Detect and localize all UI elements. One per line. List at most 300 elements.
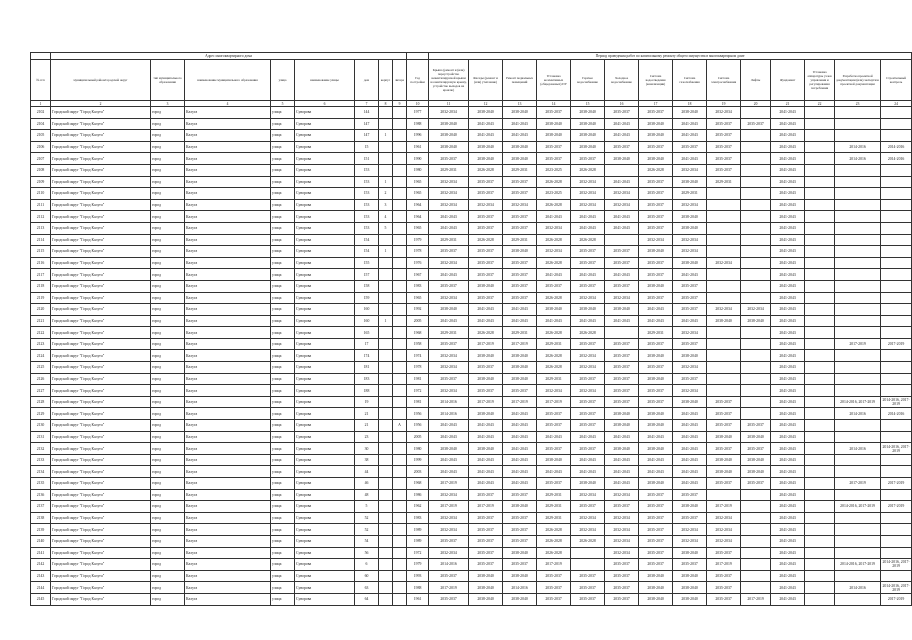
table-cell: Калуга xyxy=(185,559,271,571)
table-cell: 2041-2043 xyxy=(673,431,707,443)
table-cell: Суворова xyxy=(295,524,355,536)
table-cell: Городской округ "Город Калуга" xyxy=(51,130,151,142)
table-cell xyxy=(805,559,835,571)
table-cell: 56 xyxy=(355,547,379,559)
table-cell xyxy=(393,512,407,524)
table-cell xyxy=(805,130,835,142)
table-cell: 60 xyxy=(355,570,379,582)
table-cell xyxy=(835,454,881,466)
table-cell: Городской округ "Город Калуга" xyxy=(51,489,151,501)
table-cell: Калуга xyxy=(185,547,271,559)
table-cell: Калуга xyxy=(185,315,271,327)
table-cell xyxy=(741,512,771,524)
table-cell: 2026-2028 xyxy=(469,234,503,246)
table-cell: 2041-2043 xyxy=(605,222,639,234)
table-cell: 2014-2016 xyxy=(835,141,881,153)
table-cell xyxy=(805,107,835,119)
table-cell: Городской округ "Город Калуга" xyxy=(51,246,151,258)
table-cell xyxy=(393,269,407,281)
table-cell: 1979 xyxy=(407,559,429,571)
table-cell: 2038-2040 xyxy=(537,304,571,316)
table-cell xyxy=(805,211,835,223)
table-cell: 2041-2043 xyxy=(537,315,571,327)
table-cell: 2035-2037 xyxy=(605,141,639,153)
table-cell: 2041-2043 xyxy=(771,547,805,559)
group-address: Адрес многоквартирного дома xyxy=(51,53,407,60)
table-row xyxy=(31,443,912,455)
table-cell: город xyxy=(151,420,185,432)
table-cell: 2026-2028 xyxy=(469,327,503,339)
table-cell xyxy=(393,304,407,316)
table-cell xyxy=(741,246,771,258)
table-cell xyxy=(393,535,407,547)
table-cell xyxy=(805,153,835,165)
table-cell xyxy=(707,385,741,397)
table-cell xyxy=(379,512,393,524)
table-cell: 2041-2043 xyxy=(673,130,707,142)
table-cell xyxy=(741,559,771,571)
table-cell xyxy=(835,512,881,524)
table-cell xyxy=(835,431,881,443)
table-row xyxy=(31,141,912,153)
table-cell: 2017-2019 xyxy=(429,582,469,594)
table-cell xyxy=(881,257,912,269)
table-cell: 5 xyxy=(379,222,393,234)
table-cell xyxy=(379,593,393,605)
table-cell: улица xyxy=(271,535,295,547)
table-cell xyxy=(835,350,881,362)
table-cell: Калуга xyxy=(185,141,271,153)
table-cell: Городской округ "Город Калуга" xyxy=(51,304,151,316)
table-cell xyxy=(393,246,407,258)
table-cell: 2041-2043 xyxy=(503,130,537,142)
table-cell: 2032-2034 xyxy=(429,547,469,559)
table-cell: Калуга xyxy=(185,188,271,200)
table-cell: улица xyxy=(271,234,295,246)
table-cell: 2035-2037 xyxy=(503,257,537,269)
table-cell xyxy=(805,373,835,385)
table-cell: 2038-2040 xyxy=(469,280,503,292)
table-cell: 2035-2037 xyxy=(469,257,503,269)
table-cell xyxy=(881,454,912,466)
table-cell xyxy=(707,373,741,385)
table-cell: 2035-2037 xyxy=(469,292,503,304)
table-cell xyxy=(805,489,835,501)
table-cell xyxy=(741,547,771,559)
table-cell: Суворова xyxy=(295,385,355,397)
table-cell: улица xyxy=(271,199,295,211)
table-cell: Городской округ "Город Калуга" xyxy=(51,454,151,466)
table-cell: 2041-2043 xyxy=(469,304,503,316)
table-cell: 2038-2040 xyxy=(605,443,639,455)
table-cell: 2041-2043 xyxy=(639,431,673,443)
table-cell xyxy=(881,512,912,524)
table-cell: 154 xyxy=(355,234,379,246)
table-cell: 153 xyxy=(355,222,379,234)
table-cell: 2038-2040 xyxy=(503,593,537,605)
column-number: 10 xyxy=(407,101,429,107)
table-cell: 1958 xyxy=(407,338,429,350)
table-cell: 2038-2040 xyxy=(639,593,673,605)
column-number: 2 xyxy=(51,101,151,107)
table-cell: Суворова xyxy=(295,234,355,246)
table-cell: 2038-2040 xyxy=(639,582,673,594)
table-cell: 2032-2034 xyxy=(429,350,469,362)
table-cell: 2104 xyxy=(31,118,51,130)
table-cell: 2120 xyxy=(31,304,51,316)
table-cell: 2035-2037 xyxy=(639,547,673,559)
column-number: 15 xyxy=(571,101,605,107)
table-cell: улица xyxy=(271,373,295,385)
table-cell: 2041-2043 xyxy=(571,315,605,327)
table-cell xyxy=(605,164,639,176)
table-cell xyxy=(393,280,407,292)
table-cell: 2041-2043 xyxy=(771,454,805,466)
table-cell: Калуга xyxy=(185,246,271,258)
table-cell: 2041-2043 xyxy=(469,130,503,142)
table-cell: город xyxy=(151,385,185,397)
table-cell xyxy=(741,524,771,536)
table-cell: 2041-2043 xyxy=(771,408,805,420)
table-cell xyxy=(835,362,881,374)
table-cell: 2129 xyxy=(31,408,51,420)
table-cell: 2032-2034 xyxy=(571,188,605,200)
table-cell: город xyxy=(151,176,185,188)
table-cell: 2038-2040 xyxy=(673,547,707,559)
table-cell xyxy=(393,478,407,490)
column-number: 6 xyxy=(295,101,355,107)
table-cell: город xyxy=(151,246,185,258)
table-cell xyxy=(379,385,393,397)
table-cell: 2032-2034 xyxy=(673,385,707,397)
table-cell: 2115 xyxy=(31,246,51,258)
table-cell: Суворова xyxy=(295,443,355,455)
table-row xyxy=(31,269,912,281)
table-cell: 2041-2043 xyxy=(503,118,537,130)
table-row xyxy=(31,315,912,327)
table-cell: улица xyxy=(271,246,295,258)
table-cell: 2032-2034 xyxy=(571,385,605,397)
table-cell: 2035-2037 xyxy=(741,118,771,130)
table-cell: 2032-2034 xyxy=(707,512,741,524)
table-cell: 2038-2040 xyxy=(673,501,707,513)
table-cell: 2141 xyxy=(31,547,51,559)
table-cell xyxy=(741,188,771,200)
table-row xyxy=(31,234,912,246)
table-cell: 2035-2037 xyxy=(537,582,571,594)
table-cell: 2137 xyxy=(31,501,51,513)
table-cell: 2041-2043 xyxy=(639,454,673,466)
table-cell: Городской округ "Город Калуга" xyxy=(51,373,151,385)
table-cell: 2041-2043 xyxy=(771,141,805,153)
table-cell: 2102 xyxy=(31,107,51,119)
table-cell: 2026-2028 xyxy=(537,292,571,304)
table-cell xyxy=(393,385,407,397)
table-cell: Городской округ "Город Калуга" xyxy=(51,501,151,513)
table-cell xyxy=(805,188,835,200)
table-cell xyxy=(393,118,407,130)
table-cell: 2035-2037 xyxy=(503,512,537,524)
table-cell: 2035-2037 xyxy=(503,385,537,397)
table-cell: 2035-2037 xyxy=(605,257,639,269)
column-number: 24 xyxy=(881,101,912,107)
table-cell xyxy=(379,107,393,119)
table-cell: 2014-2016 xyxy=(881,408,912,420)
table-cell: 188 xyxy=(355,385,379,397)
table-cell xyxy=(379,535,393,547)
table-cell: 2035-2037 xyxy=(639,385,673,397)
column-header: Строительный контроль xyxy=(881,60,912,101)
table-cell: 2035-2037 xyxy=(429,593,469,605)
table-cell: 2032-2034 xyxy=(429,292,469,304)
table-cell xyxy=(741,211,771,223)
table-cell xyxy=(707,246,741,258)
column-number: 13 xyxy=(503,101,537,107)
table-cell: 2014-2016, 2017-2019 xyxy=(882,444,910,453)
table-cell: улица xyxy=(271,269,295,281)
table-cell: 2038-2040 xyxy=(639,130,673,142)
table-cell xyxy=(379,269,393,281)
table-cell: 2038-2040 xyxy=(639,570,673,582)
table-cell: 2032-2034 xyxy=(673,246,707,258)
table-cell xyxy=(393,153,407,165)
table-cell: 2041-2043 xyxy=(469,431,503,443)
table-cell: 1990 xyxy=(407,153,429,165)
table-cell: 2029-2031 xyxy=(707,176,741,188)
table-cell: 2035-2037 xyxy=(639,257,673,269)
table-cell: 2140 xyxy=(31,535,51,547)
table-cell: 2035-2037 xyxy=(605,385,639,397)
table-row xyxy=(31,350,912,362)
table-cell: 2035-2037 xyxy=(503,176,537,188)
table-cell: 2041-2043 xyxy=(429,222,469,234)
table-cell: 2041-2043 xyxy=(537,211,571,223)
table-cell: 2035-2037 xyxy=(639,489,673,501)
table-row xyxy=(31,176,912,188)
table-cell: Калуга xyxy=(185,304,271,316)
table-cell xyxy=(393,466,407,478)
table-cell: Калуга xyxy=(185,408,271,420)
table-cell: 2035-2037 xyxy=(503,489,537,501)
table-cell: 2 xyxy=(379,188,393,200)
table-cell: 2041-2043 xyxy=(673,478,707,490)
table-cell: 153 xyxy=(355,199,379,211)
table-cell: 1977 xyxy=(407,107,429,119)
table-cell: 2035-2037 xyxy=(503,222,537,234)
table-cell: 2041-2043 xyxy=(571,269,605,281)
table-cell xyxy=(393,559,407,571)
table-cell: Калуга xyxy=(185,280,271,292)
table-cell: 2014-2016 xyxy=(881,141,912,153)
table-cell: 2032-2034 xyxy=(571,524,605,536)
table-cell: Городской округ "Город Калуга" xyxy=(51,153,151,165)
table-cell: 2032-2034 xyxy=(537,246,571,258)
table-cell: улица xyxy=(271,130,295,142)
table-cell: Суворова xyxy=(295,582,355,594)
table-cell: 2038-2040 xyxy=(503,547,537,559)
table-cell: 2144 xyxy=(31,582,51,594)
table-cell xyxy=(805,478,835,490)
table-cell: 2041-2043 xyxy=(771,211,805,223)
table-cell: 2038-2040 xyxy=(469,373,503,385)
table-row xyxy=(31,547,912,559)
table-cell: 2041-2043 xyxy=(571,431,605,443)
table-row xyxy=(31,454,912,466)
table-cell: 2038-2040 xyxy=(503,153,537,165)
table-cell: 2038-2040 xyxy=(605,420,639,432)
table-cell: 2029-2031 xyxy=(429,164,469,176)
table-cell: Городской округ "Город Калуга" xyxy=(51,234,151,246)
table-cell: 2038-2040 xyxy=(673,107,707,119)
table-cell: улица xyxy=(271,547,295,559)
table-cell: 2118 xyxy=(31,280,51,292)
table-cell: 147 xyxy=(355,118,379,130)
table-cell: 1980 xyxy=(407,164,429,176)
table-cell: 2035-2037 xyxy=(429,535,469,547)
table-cell: 2111 xyxy=(31,199,51,211)
table-cell: 2035-2037 xyxy=(503,211,537,223)
table-cell xyxy=(379,373,393,385)
table-row xyxy=(31,385,912,397)
table-cell xyxy=(707,222,741,234)
table-row xyxy=(31,222,912,234)
table-row xyxy=(31,246,912,258)
table-cell xyxy=(741,362,771,374)
table-cell: Суворова xyxy=(295,327,355,339)
table-cell: 2041-2043 xyxy=(673,153,707,165)
table-cell: 2041-2043 xyxy=(639,466,673,478)
table-row xyxy=(31,280,912,292)
table-cell: Суворова xyxy=(295,350,355,362)
table-cell: Калуга xyxy=(185,153,271,165)
table-cell: Суворова xyxy=(295,512,355,524)
table-cell xyxy=(393,315,407,327)
table-cell: Суворова xyxy=(295,315,355,327)
table-cell: улица xyxy=(271,385,295,397)
table-cell: 2038-2040 xyxy=(707,454,741,466)
column-number: 3 xyxy=(151,101,185,107)
table-cell: 2026-2028 xyxy=(537,362,571,374)
table-cell: 1999 xyxy=(407,454,429,466)
table-cell: 1968 xyxy=(407,327,429,339)
table-cell: 2041-2043 xyxy=(429,211,469,223)
table-cell: 2029-2031 xyxy=(673,188,707,200)
table-cell: 2041-2043 xyxy=(673,420,707,432)
table-cell: 1979 xyxy=(407,234,429,246)
table-cell: 2035-2037 xyxy=(571,420,605,432)
table-cell: 2035-2037 xyxy=(469,559,503,571)
table-cell xyxy=(707,292,741,304)
table-cell xyxy=(835,130,881,142)
table-cell: город xyxy=(151,118,185,130)
table-cell: 1974 xyxy=(407,350,429,362)
table-cell: Городской округ "Город Калуга" xyxy=(51,535,151,547)
table-cell: 2035-2037 xyxy=(469,512,503,524)
table-cell: 1961 xyxy=(407,141,429,153)
table-cell: 2038-2040 xyxy=(537,454,571,466)
table-cell xyxy=(805,443,835,455)
table-cell xyxy=(741,570,771,582)
group-spacer xyxy=(407,53,429,60)
table-cell: Городской округ "Город Калуга" xyxy=(51,408,151,420)
table-cell: 2035-2037 xyxy=(469,188,503,200)
table-cell: 2038-2040 xyxy=(741,431,771,443)
table-cell: 2029-2031 xyxy=(503,234,537,246)
table-cell: Суворова xyxy=(295,420,355,432)
table-cell xyxy=(707,280,741,292)
table-cell xyxy=(707,199,741,211)
table-cell: 2041-2043 xyxy=(771,570,805,582)
table-cell: 1972 xyxy=(407,547,429,559)
table-cell: 2035-2037 xyxy=(707,396,741,408)
table-cell: улица xyxy=(271,257,295,269)
table-cell xyxy=(741,141,771,153)
table-cell: 2035-2037 xyxy=(537,141,571,153)
column-number: 5 xyxy=(271,101,295,107)
table-cell: улица xyxy=(271,338,295,350)
table-cell: 2035-2037 xyxy=(639,141,673,153)
table-cell: 2041-2043 xyxy=(673,408,707,420)
table-cell: Калуга xyxy=(185,269,271,281)
table-cell: 2035-2037 xyxy=(605,107,639,119)
table-cell: 183 xyxy=(355,373,379,385)
table-cell: 1993 xyxy=(407,570,429,582)
table-cell: 2032-2034 xyxy=(673,164,707,176)
table-cell: 2131 xyxy=(31,431,51,443)
table-cell xyxy=(805,408,835,420)
table-cell: 2041-2043 xyxy=(771,396,805,408)
table-cell: 2029-2031 xyxy=(537,373,571,385)
table-cell: 2032-2034 xyxy=(429,188,469,200)
table-cell xyxy=(881,176,912,188)
table-cell: Суворова xyxy=(295,362,355,374)
table-cell: 2041-2043 xyxy=(771,107,805,119)
table-cell: 2035-2037 xyxy=(571,246,605,258)
table-cell: 2035-2037 xyxy=(469,362,503,374)
table-cell xyxy=(741,385,771,397)
table-cell: 2041-2043 xyxy=(503,420,537,432)
table-cell: 2038-2040 xyxy=(503,107,537,119)
table-row xyxy=(31,304,912,316)
table-cell: 2014-2016, 2017-2019 xyxy=(882,583,910,592)
table-cell: 2026-2028 xyxy=(537,176,571,188)
table-cell: 1976 xyxy=(407,257,429,269)
table-cell xyxy=(393,234,407,246)
table-cell xyxy=(707,350,741,362)
table-cell: Суворова xyxy=(295,396,355,408)
table-cell: город xyxy=(151,257,185,269)
table-cell: 2035-2037 xyxy=(639,292,673,304)
table-cell: 2035-2037 xyxy=(429,338,469,350)
table-cell xyxy=(805,304,835,316)
table-cell: 2023-2025 xyxy=(537,188,571,200)
table-cell: Суворова xyxy=(295,211,355,223)
table-cell: 153 xyxy=(355,211,379,223)
table-cell xyxy=(881,570,912,582)
table-cell: Городской округ "Город Калуга" xyxy=(51,524,151,536)
table-cell: 2035-2037 xyxy=(469,385,503,397)
table-cell: 2014-2016 xyxy=(835,582,881,594)
column-header: Год постройки xyxy=(407,60,429,101)
table-cell: 2041-2043 xyxy=(771,362,805,374)
table-cell: 2029-2031 xyxy=(429,234,469,246)
table-row xyxy=(31,559,912,571)
table-cell: 2026-2028 xyxy=(537,327,571,339)
table-cell: город xyxy=(151,373,185,385)
table-cell: 2038-2040 xyxy=(571,141,605,153)
table-cell: 2035-2037 xyxy=(537,570,571,582)
table-cell xyxy=(881,222,912,234)
